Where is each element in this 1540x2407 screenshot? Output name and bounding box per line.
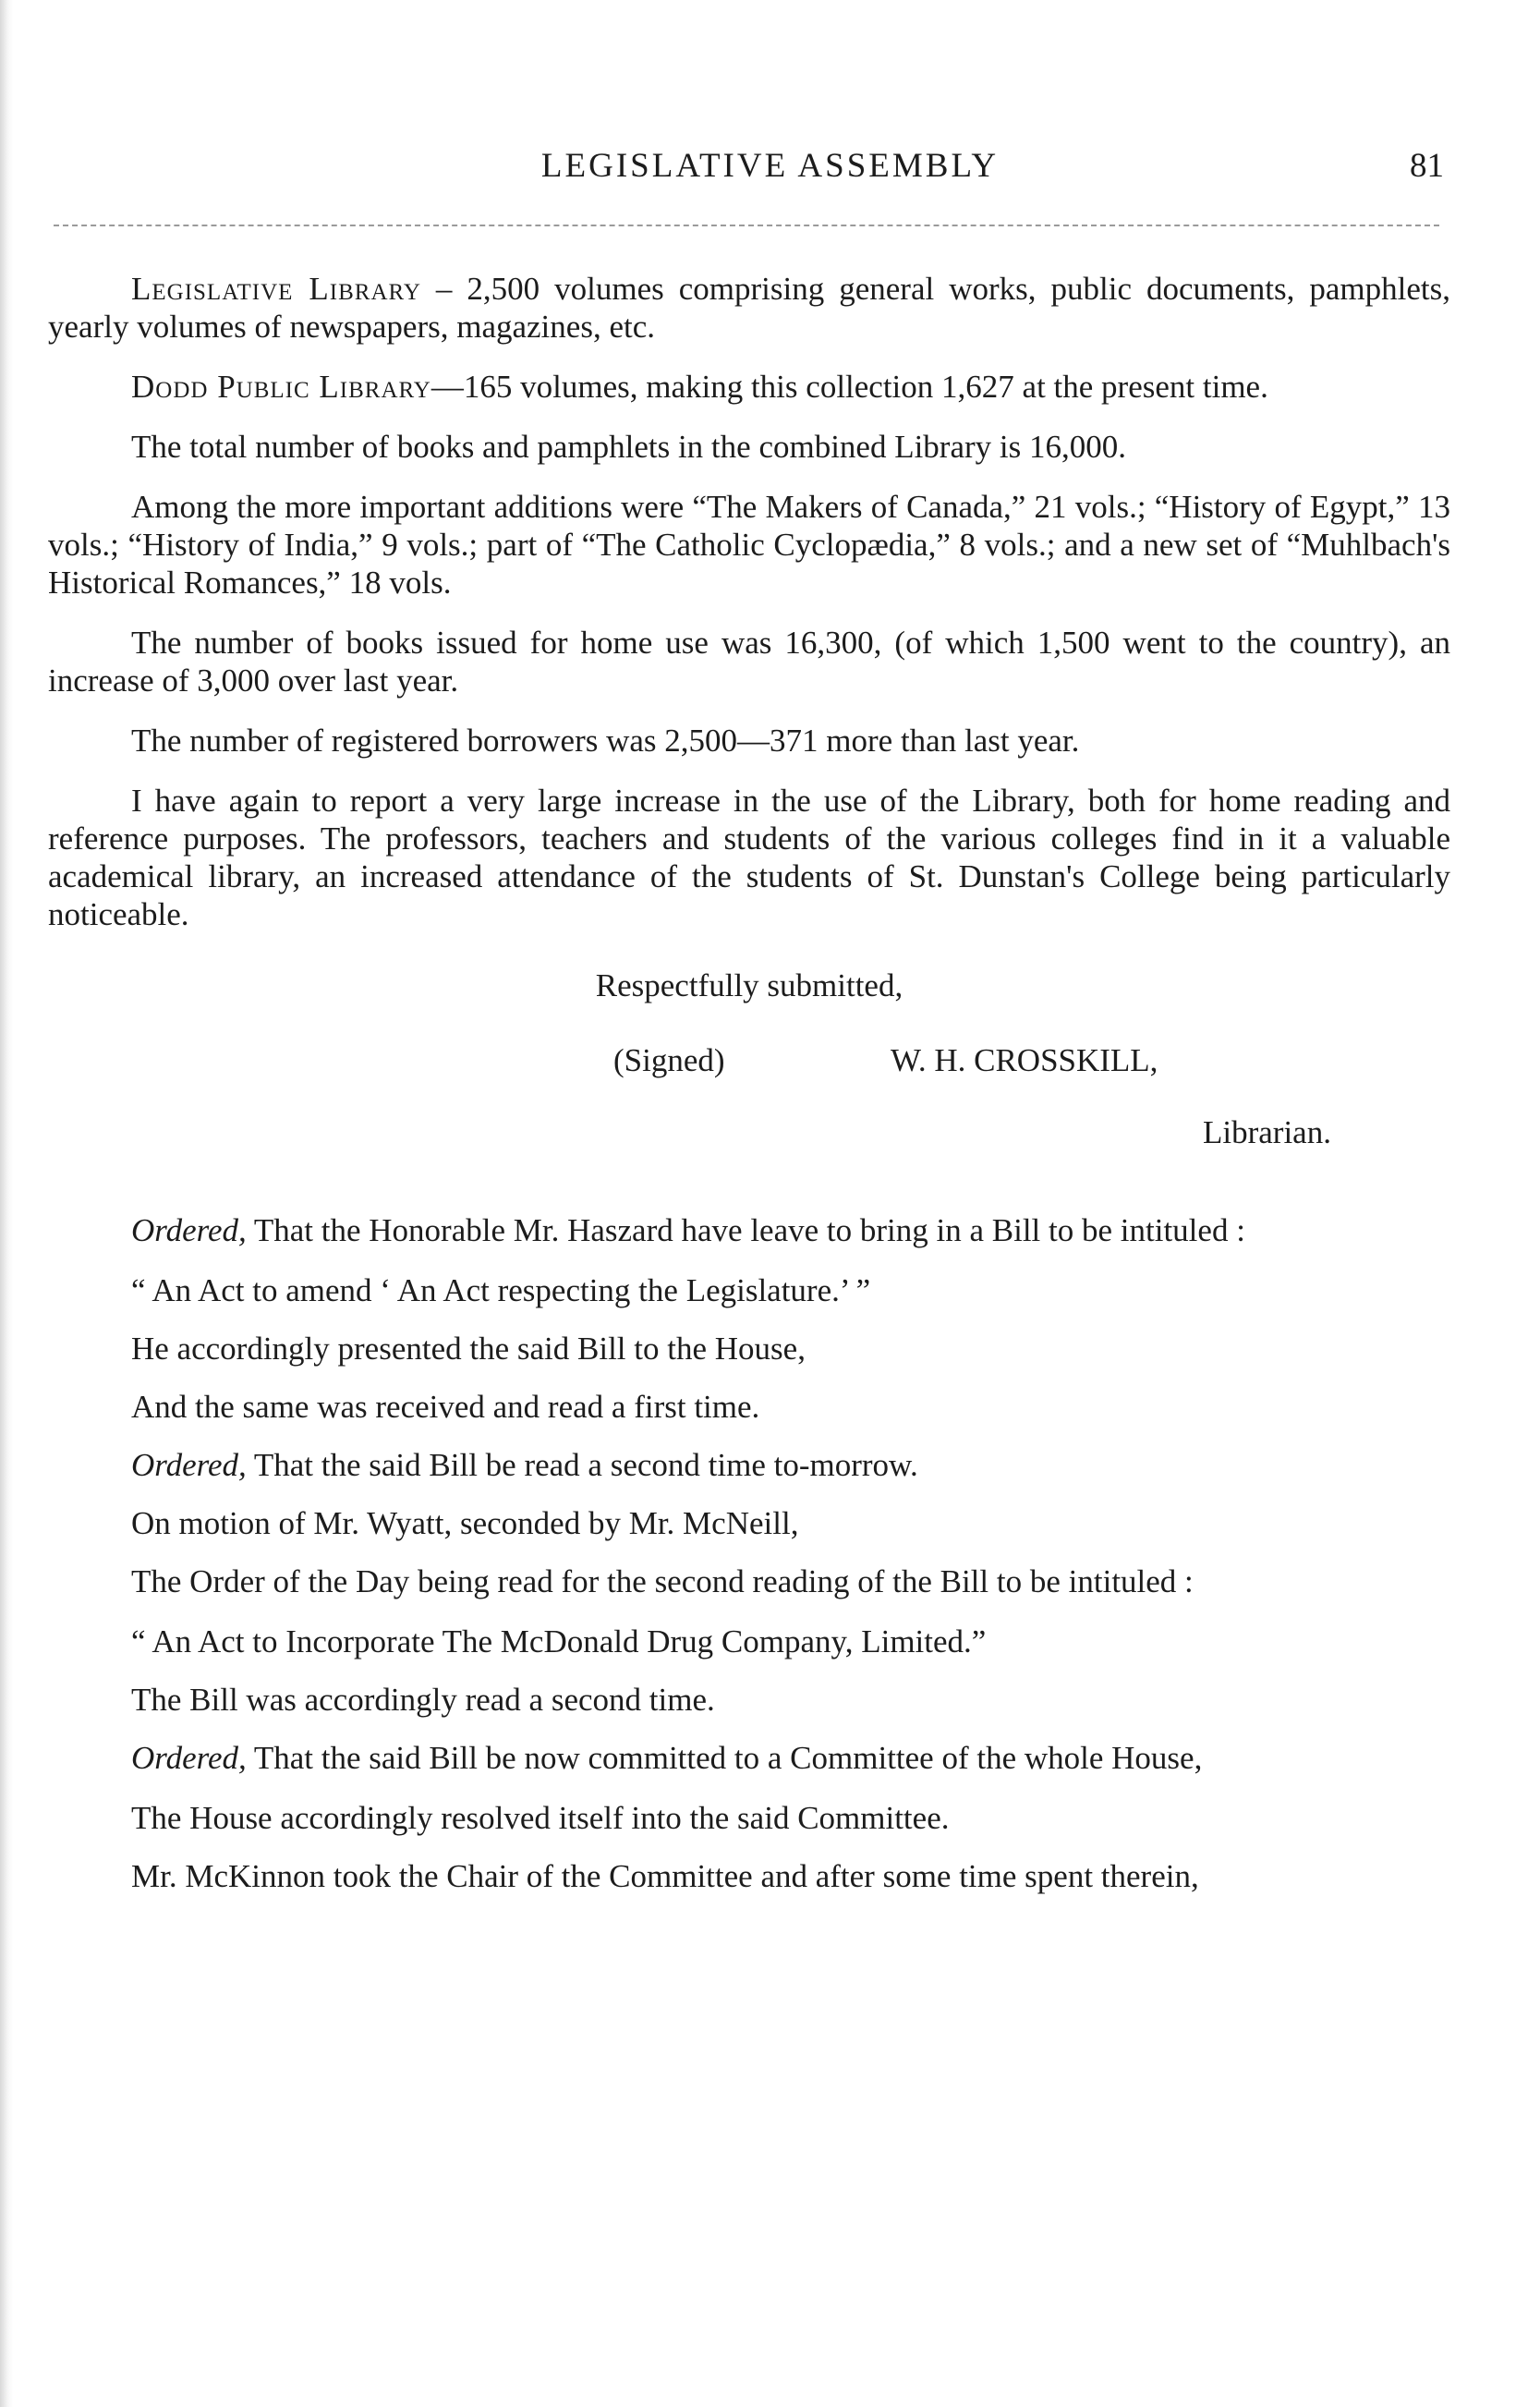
bill-title-mcdonald: “ An Act to Incorporate The McDonald Drug Company, Limited.” bbox=[131, 1623, 987, 1659]
dodd-library-text: —165 volumes, making this collection 1,627 at the present time. bbox=[430, 369, 1268, 405]
paragraph-books-issued: The number of books issued for home use was 16,300, (of which 1,500 went to the country), an increase of 3,000 over last year. bbox=[48, 625, 1450, 699]
legislative-library-heading: Legislative Library bbox=[131, 271, 421, 307]
signatory-title: Librarian. bbox=[1203, 1114, 1331, 1150]
paragraph-library-use: I have again to report a very large increase in the use of the Library, both for home reading and reference purposes. The professors, teachers and students of the various colleges find in it a valuable academical library, an increased attendance of the students of St. Dunstan's College being particularly noticeable. bbox=[48, 783, 1450, 932]
ordered-second-reading-text: That the said Bill be read a second time to-morrow. bbox=[253, 1447, 918, 1483]
bill-title-legislature: “ An Act to amend ‘ An Act respecting the Legislature.’ ” bbox=[131, 1272, 871, 1308]
paragraph-resolved: The House accordingly resolved itself into the said Committee. bbox=[131, 1800, 950, 1836]
signature-line bbox=[48, 1041, 1450, 1088]
closing-line: Respectfully submitted, bbox=[595, 967, 903, 1003]
paragraph-motion: On motion of Mr. Wyatt, seconded by Mr. McNeill, bbox=[131, 1505, 799, 1541]
paragraph-legislative-library bbox=[48, 270, 1450, 346]
signatory-name: W. H. CROSSKILL, bbox=[891, 1042, 1158, 1078]
header-rule bbox=[54, 225, 1439, 226]
legislative-library-text: – 2,500 volumes comprising general works, public documents, pamphlets, yearly volumes of newspapers, magazines, etc. bbox=[48, 271, 1451, 345]
paragraph-order-of-day: The Order of the Day being read for the second reading of the Bill to be intituled : bbox=[131, 1563, 1194, 1599]
paragraph-dodd-library bbox=[48, 368, 1450, 406]
dodd-library-heading: Dodd Public Library bbox=[131, 369, 431, 405]
paragraph-second-reading: The Bill was accordingly read a second time. bbox=[131, 1682, 715, 1718]
paragraph-ordered-haszard bbox=[48, 1211, 1450, 1249]
document-body bbox=[48, 270, 1450, 1917]
signed-label: (Signed) bbox=[613, 1042, 725, 1078]
paragraph-additions: Among the more important additions were “The Makers of Canada,” 21 vols.; “History of Egypt,” 13 vols.; “History of India,” 9 vols.; part of “The Catholic Cyclopædia,” 8 vols.; and a new set of “Muhlbach's Historical Romances,” 18 vols. bbox=[48, 489, 1450, 601]
running-title: LEGISLATIVE ASSEMBLY bbox=[540, 147, 1000, 185]
paragraph-total-books: The total number of books and pamphlets in the combined Library is 16,000. bbox=[131, 429, 1127, 465]
paragraph-ordered-second-reading bbox=[48, 1446, 1450, 1484]
signatory-title-line bbox=[48, 1113, 1450, 1156]
paragraph-borrowers: The number of registered borrowers was 2,500—371 more than last year. bbox=[131, 723, 1080, 759]
paragraph-first-reading: And the same was received and read a first time. bbox=[131, 1389, 760, 1425]
ordered-label: Ordered, bbox=[131, 1212, 247, 1248]
paragraph-presented: He accordingly presented the said Bill to the House, bbox=[131, 1331, 806, 1367]
page-header bbox=[0, 146, 1540, 201]
paragraph-ordered-committee bbox=[48, 1739, 1450, 1777]
ordered-label: Ordered, bbox=[131, 1447, 247, 1483]
ordered-committee-text: That the said Bill be now committed to a Committee of the whole House, bbox=[253, 1740, 1203, 1776]
page-edge-shadow bbox=[0, 0, 13, 2407]
paragraph-chair: Mr. McKinnon took the Chair of the Committee and after some time spent therein, bbox=[131, 1858, 1199, 1894]
page-number: 81 bbox=[1410, 147, 1444, 185]
ordered-haszard-text: That the Honorable Mr. Haszard have leave to bring in a Bill to be intituled : bbox=[253, 1212, 1245, 1248]
ordered-label: Ordered, bbox=[131, 1740, 247, 1776]
